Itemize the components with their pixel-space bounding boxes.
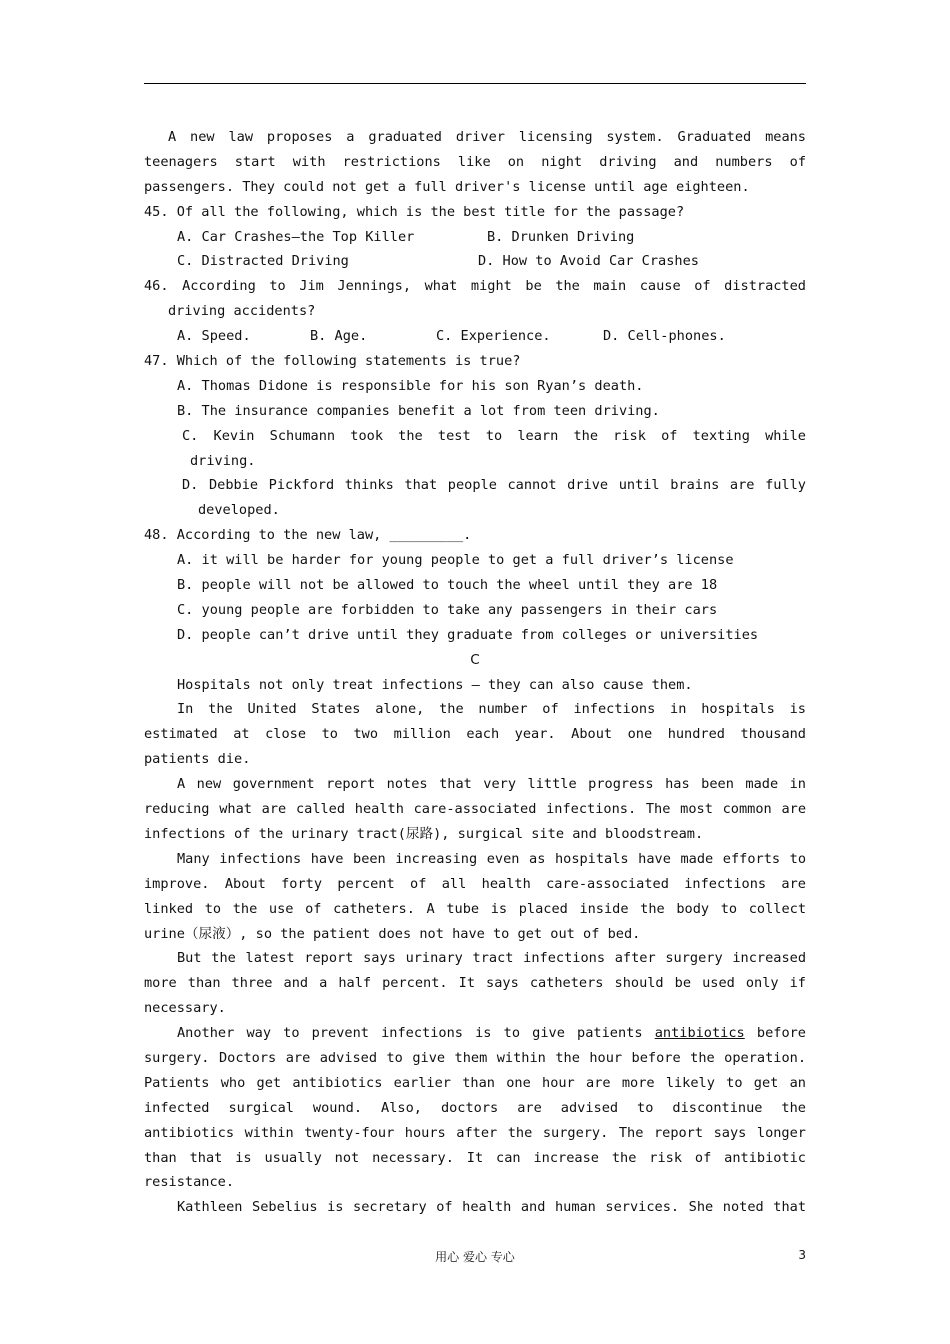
question-46-options: [144, 324, 806, 349]
paragraph-line: linked to the use of catheters. A tube is placed inside the body to collect: [144, 900, 806, 917]
paragraph-line: Many infections have been increasing even as hospitals have made efforts to: [177, 850, 806, 867]
paragraph-line: Hospitals not only treat infections — they can also cause them.: [177, 676, 693, 693]
underlined-word: antibiotics: [654, 1025, 745, 1042]
option-d-cont: developed.: [198, 502, 280, 519]
paragraph-line: than that is usually not necessary. It can increase the risk of antibiotic: [144, 1149, 806, 1166]
option-c: C. Distracted Driving: [177, 253, 349, 270]
paragraph-line: necessary.: [144, 1000, 226, 1017]
paragraph-line: infected surgical wound. Also, doctors are advised to discontinue the: [144, 1099, 806, 1116]
paragraph-line: In the United States alone, the number of infections in hospitals is: [177, 701, 806, 718]
section-heading: C: [470, 651, 480, 668]
question-47-stem: 47. Which of the following statements is true?: [144, 353, 521, 370]
paragraph-line: resistance.: [144, 1174, 235, 1191]
paragraph-line: Kathleen Sebelius is secretary of health and human services. She noted that: [177, 1199, 806, 1216]
paragraph-line: more than three and a half percent. It says catheters should be used only if: [144, 975, 806, 992]
paragraph-line: improve. About forty percent of all health care-associated infections are: [144, 875, 806, 892]
option-d: D. Debbie Pickford thinks that people cannot drive until brains are fully: [182, 477, 806, 494]
passage-line: teenagers start with restrictions like on night driving and numbers of: [144, 153, 806, 170]
page-footer: [0, 1248, 950, 1268]
paragraph-line: But the latest report says urinary tract infections after surgery increased: [177, 950, 806, 967]
question-46-stem: 46. According to Jim Jennings, what might be the main cause of distracted: [144, 278, 806, 295]
option-c: C. Kevin Schumann took the test to learn the risk of texting while: [182, 427, 806, 444]
text-span: Another way to prevent infections is to give patients: [177, 1025, 643, 1042]
page-body: [144, 125, 806, 1220]
option-a: A. Car Crashes—the Top Killer: [177, 228, 415, 245]
option-d: D. people can’t drive until they graduate from colleges or universities: [177, 626, 759, 643]
question-45-options-row1: [144, 225, 806, 250]
paragraph-line: estimated at close to two million each year. About one hundred thousand: [144, 726, 806, 743]
header-rule: [144, 83, 806, 84]
option-b: B. Drunken Driving: [487, 228, 635, 245]
paragraph-line: antibiotics within twenty-four hours after the surgery. The report says longer: [144, 1124, 806, 1141]
text-span: before: [756, 1025, 806, 1042]
paragraph-line: infections of the urinary tract(尿路), surgical site and bloodstream.: [144, 825, 704, 842]
page-number: 3: [798, 1248, 806, 1262]
paragraph-line: A new government report notes that very little progress has been made in: [177, 776, 806, 793]
question-45-options-row2: [144, 249, 806, 274]
option-c-cont: driving.: [190, 452, 256, 469]
option-b: B. Age.: [310, 328, 368, 345]
option-b: B. The insurance companies benefit a lot from teen driving.: [177, 402, 660, 419]
option-c: C. Experience.: [436, 328, 551, 345]
option-a: A. Thomas Didone is responsible for his son Ryan’s death.: [177, 377, 644, 394]
paragraph-line: [144, 1021, 806, 1046]
option-a: A. Speed.: [177, 328, 251, 345]
option-a: A. it will be harder for young people to get a full driver’s license: [177, 552, 734, 569]
question-46-stem-cont: driving accidents?: [168, 303, 316, 320]
paragraph-line: urine（尿液）, so the patient does not have to get out of bed.: [144, 925, 641, 942]
option-d: D. Cell-phones.: [603, 328, 726, 345]
question-45-stem: 45. Of all the following, which is the best title for the passage?: [144, 203, 685, 220]
footer-motto: 用心 爱心 专心: [435, 1250, 515, 1264]
paragraph-line: reducing what are called health care-associated infections. The most common are: [144, 801, 806, 818]
paragraph-line: surgery. Doctors are advised to give them within the hour before the operation.: [144, 1049, 806, 1066]
option-d: D. How to Avoid Car Crashes: [478, 253, 699, 270]
paragraph-line: Patients who get antibiotics earlier than one hour are more likely to get an: [144, 1074, 806, 1091]
paragraph-line: patients die.: [144, 751, 251, 768]
passage-line: A new law proposes a graduated driver licensing system. Graduated means: [168, 129, 806, 145]
passage-line: passengers. They could not get a full driver's license until age eighteen.: [144, 178, 750, 195]
option-c: C. young people are forbidden to take any passengers in their cars: [177, 601, 718, 618]
question-48-stem: 48. According to the new law, _________.: [144, 527, 472, 544]
option-b: B. people will not be allowed to touch the wheel until they are 18: [177, 577, 718, 594]
